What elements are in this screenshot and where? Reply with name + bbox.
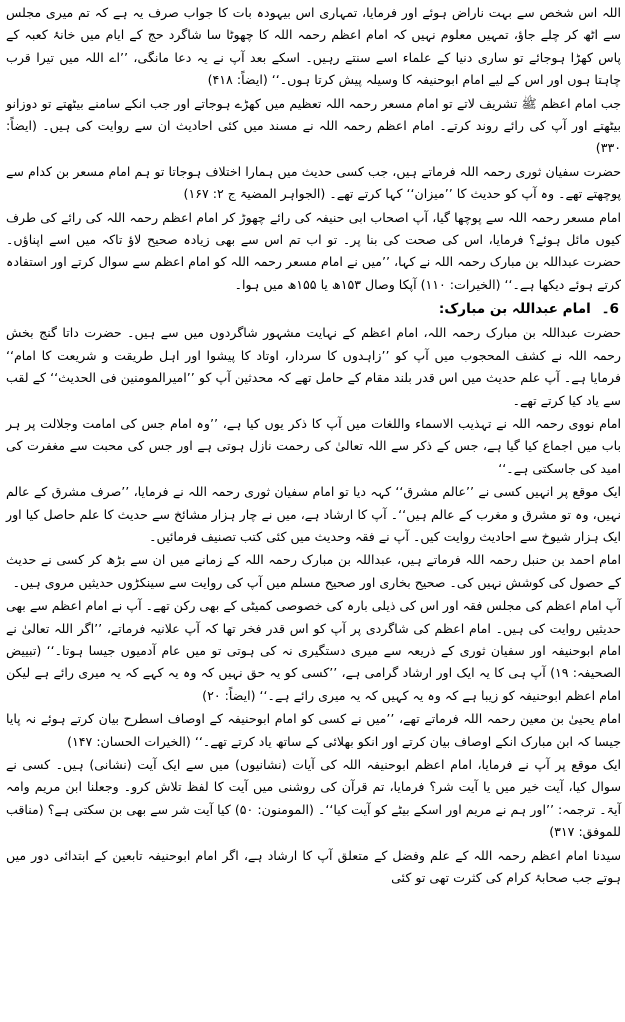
- section-title: امام عبداللہ بن مبارک:: [438, 301, 591, 318]
- paragraph-8: امام احمد بن حنبل رحمہ اللہ فرماتے ہیں، عبداللہ بن مبارک رحمہ اللہ کے زمانے میں ان سے بڑھ کر کسی نے حدیث کے حصول کی کوشش نہیں کی۔ صحیح بخاری اور صحیح مسلم میں آپ کی روایت سے سینکڑوں حدیثیں مروی ہیں۔: [6, 552, 621, 590]
- paragraph-7: ایک موقع پر انہیں کسی نے ’’عالم مشرق‘‘ کہہ دیا تو امام سفیان ثوری رحمہ اللہ نے فرمایا، ’’صرف مشرق کے عالم نہیں، وہ تو مشرق و مغرب کے عالم ہیں‘‘۔ آپ کا ارشاد ہے، میں نے چار ہزار مشائخ سے حدیث کا علم حاصل کیا اور ایک ہزار شیوخ سے احادیث روایت کیں۔ آپ نے فقہ وحدیث میں کئی کتب تصنیف فرمائیں۔: [6, 484, 621, 544]
- paragraph-2: جب امام اعظم ﷺ تشریف لاتے تو امام مسعر رحمہ اللہ تعظیم میں کھڑے ہوجاتے اور جب انکے سامنے بیٹھتے تو دوزانو بیٹھتے اور آپ کی رائے روند کرتے۔ امام اعظم رحمہ اللہ نے مسند میں کئی احادیث ان سے روایت کی ہیں۔ (ایضاً: ۳۳۰): [6, 95, 621, 156]
- paragraph-11: ایک موقع پر آپ نے فرمایا، امام اعظم ابوحنیفہ اللہ کی آیات (نشانیوں) میں سے ایک آیت (نشانی) ہیں۔ کسی نے سوال کیا، آیت خیر میں یا آیت شر؟ فرمایا، تم قرآن کی روشنی میں آیت کا لفظ تلاش کرو۔ وجعلنا ابن مریم وامہ آیۃ۔ ترجمہ: ’’اور ہم نے مریم اور اسکے بیٹے کو آیت کیا‘‘۔ (المومنون: ۵۰) کیا آیت شر سے بھی بن سکتی ہے؟ (مناقب للموفق: ۳۱۷): [6, 757, 621, 840]
- paragraph-9: آپ امام اعظم کی مجلس فقہ اور اس کی ذیلی بارہ کی خصوصی کمیٹی کے بھی رکن تھے۔ آپ نے امام اعظم سے بھی حدیثیں روایت کی ہیں۔ امام اعظم کی شاگردی پر آپ کو اس قدر فخر تھا کہ آپ علانیہ فرماتے، ’’اگر اللہ تعالیٰ نے امام ابوحنیفہ اور سفیان ثوری کے ذریعہ سے میری دستگیری نہ کی ہوتی تو میں عام آدمیوں جیسا ہوتا۔‘‘ (تبییض الصحیفہ: ۱۹) آپ ہی کا یہ ایک اور ارشاد گرامی ہے، ’’کسی کو یہ حق نہیں کہ وہ یہ کہے کہ یہ میری رائے ہے لیکن امام اعظم ابوحنیفہ کو زیبا ہے کہ وہ یہ کہیں کہ یہ میری رائے ہے۔‘‘ (ایضاً: ۲۰): [6, 598, 621, 703]
- paragraph-6: امام نووی رحمہ اللہ نے تہذیب الاسماء واللغات میں آپ کا ذکر یوں کیا ہے، ’’وہ امام جس کی امامت وجلالت پر ہر باب میں اجماع کیا گیا ہے، جس کے ذکر سے اللہ تعالیٰ کی رحمت نازل ہوتی ہے اور جس کی محبت سے مغفرت کی امید کی جاسکتی ہے۔‘‘: [6, 415, 621, 476]
- paragraph-1: اللہ اس شخص سے بہت ناراض ہوئے اور فرمایا، تمہاری اس بیہودہ بات کا جواب صرف یہ ہے کہ تم میری مجلس سے اٹھ کر چلے جاؤ، تمہیں معلوم نہیں کہ امام اعظم رحمہ اللہ کا چھوٹا سا شاگرد حج کے ایام میں خانۂ کعبہ کے پاس کھڑا ہوجائے تو ساری دنیا کے علماء اسے سنتے رہیں۔ اسکے بعد آپ نے یہ دعا مانگی، ’’اے اللہ میں تیرا قرب چاہتا ہوں اور اس کے لیے امام ابوحنیفہ کا وسیلہ پیش کرتا ہوں۔‘‘ (ایضاً: ۴۱۸): [6, 5, 621, 88]
- paragraph-5: حضرت عبداللہ بن مبارک رحمہ اللہ، امام اعظم کے نہایت مشہور شاگردوں میں سے ہیں۔ حضرت داتا گنج بخش رحمہ اللہ نے کشف المحجوب میں آپ کو ’’زاہدوں کا سردار، اوتاد کا پیشوا اور اہل طریقت و شریعت کا امام‘‘ فرمایا ہے۔ آپ علم حدیث میں اس قدر بلند مقام کے حامل تھے کہ محدثین آپ کو ’’امیرالمومنین فی الحدیث‘‘ کے لقب سے یاد کیا کرتے تھے۔: [6, 325, 621, 408]
- paragraph-4: امام مسعر رحمہ اللہ سے پوچھا گیا، آپ اصحاب ابی حنیفہ کی رائے چھوڑ کر امام اعظم رحمہ اللہ کی رائے کی طرف کیوں مائل ہوئے؟ فرمایا، اس کی صحت کی بنا پر۔ تو اب تم اس سے بھی زیادہ صحیح لاؤ تاکہ میں اسے اپناؤں۔ حضرت عبداللہ بن مبارک رحمہ اللہ نے کہا، ’’میں نے امام مسعر رحمہ اللہ کو امام اعظم سے سوال کرتے اور استفادہ کرتے ہوئے دیکھا ہے۔‘‘ (الخیرات: ۱۱۰) آپکا وصال ۱۵۳ھ یا ۱۵۵ھ میں ہوا۔: [6, 209, 621, 292]
- section-heading: [6, 298, 621, 321]
- section-number: 6۔: [601, 301, 619, 318]
- paragraph-12: سیدنا امام اعظم رحمہ اللہ کے علم وفضل کے متعلق آپ کا ارشاد ہے، اگر امام ابوحنیفہ تابعین کے ابتدائی دور میں ہوتے جب صحابۂ کرام کی کثرت تھی تو کئی: [6, 847, 621, 886]
- paragraph-10: امام یحییٰ بن معین رحمہ اللہ فرماتے تھے، ’’میں نے کسی کو امام ابوحنیفہ کے اوصاف اسطرح بیان کرتے ہوئے نہ پایا جیسا کہ ابن مبارک انکے اوصاف بیان کرتے اور انکو بھلائی کے ساتھ یاد کرتے تھے۔‘‘ (الخیرات الحسان: ۱۴۷): [6, 711, 621, 749]
- paragraph-3: حضرت سفیان ثوری رحمہ اللہ فرماتے ہیں، جب کسی حدیث میں ہمارا اختلاف ہوجاتا تو ہم امام مسعر بن کدام سے پوچھتے تھے۔ وہ آپ کو حدیث کا ’’میزان‘‘ کہا کرتے تھے۔ (الجواہر المضیۃ ج ۲: ۱۶۷): [6, 163, 621, 202]
